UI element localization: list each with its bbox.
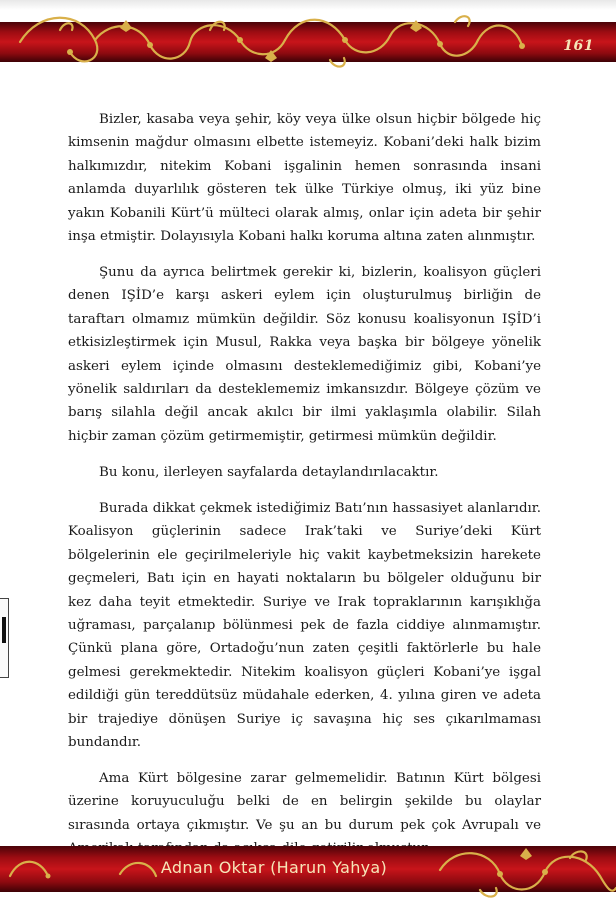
paragraph: Şunu da ayrıca belirtmek gerekir ki, bizlerin, koalisyon güçleri denen IŞİD’e karşı askeri eylem için oluşturulmuş birliğin de taraftarı olmamız mümkün değildir. Söz konusu koalisyonun IŞİD’i etkisizleştirmek için Musul, Rakka veya başka bir bölgeye yönelik askeri eylem içinde olmasını desteklemediğimiz gibi, Kobani’ye yönelik saldırıları da desteklememiz imkansızdır. Bölgeye çözüm ve barış silahla değil ancak akılcı bir ilmi yaklaşımla olabilir. Silah hiçbir zaman çözüm getirmemiştir, getirmesi mümkün değildir.: [68, 265, 541, 444]
page-footer: [0, 836, 616, 912]
page-number: 161: [563, 38, 594, 54]
page-header: [0, 0, 616, 80]
paragraph: Bu konu, ilerleyen sayfalarda detaylandırılacaktır.: [99, 464, 439, 480]
footer-author: Adnan Oktar (Harun Yahya): [160, 858, 388, 877]
side-crop-mark: [0, 598, 9, 678]
paragraph: Bizler, kasaba veya şehir, köy veya ülke olsun hiçbir bölgede hiç kimsenin mağdur olmasını elbette istemeyiz. Kobani’deki halk bizim halkımızdır, nitekim Kobani işgalinin hemen sonrasında insani anlamda duyarlılık gösteren tek ülke Türkiye olmuş, iki yüz bine yakın Kobanili Kürt’ü mülteci olarak almış, onlar için adeta bir şehir inşa etmiştir. Dolayısıyla Kobani halkı koruma altına zaten alınmıştır.: [68, 112, 541, 245]
gold-floral-ornament-icon: [0, 0, 616, 80]
paragraph: Burada dikkat çekmek istediğimiz Batı’nın hassasiyet alanlarıdır. Koalisyon güçlerinin sadece Irak’taki ve Suriye’deki Kürt bölgelerinin ele geçirilmeleriyle hiç vakit kaybetmeksizin harekete geçmeleri, Batı için en hayati noktaların bu bölgeler olduğunu bir kez daha teyit etmektedir. Suriye ve Irak topraklarının karışıklığa uğraması, parçalanıp bölünmesi pek de fazla ciddiye alınmamıştır. Çünkü plana göre, Ortadoğu’nun zaten çeşitli faktörlerle bu hale gelmesi gerekmektedir. Nitekim koalisyon güçleri Kobani’ye işgal edildiği gün tereddütsüz müdahale ederken, 4. yılına giren ve adeta bir trajediye dönüşen Suriye iç savaşına hiç ses çıkarılmaması bundandır.: [68, 500, 541, 750]
side-mark-bar: [2, 617, 6, 643]
body-text: [68, 108, 541, 873]
paragraph: Ama Kürt bölgesine zarar gelmemelidir. Batının Kürt bölgesi üzerine koruyuculuğu belki de en belirgin şekilde bu olaylar sırasında ortaya çıkmıştır. Ve şu an bu durum pek çok Avrupalı ve: [68, 770, 541, 833]
